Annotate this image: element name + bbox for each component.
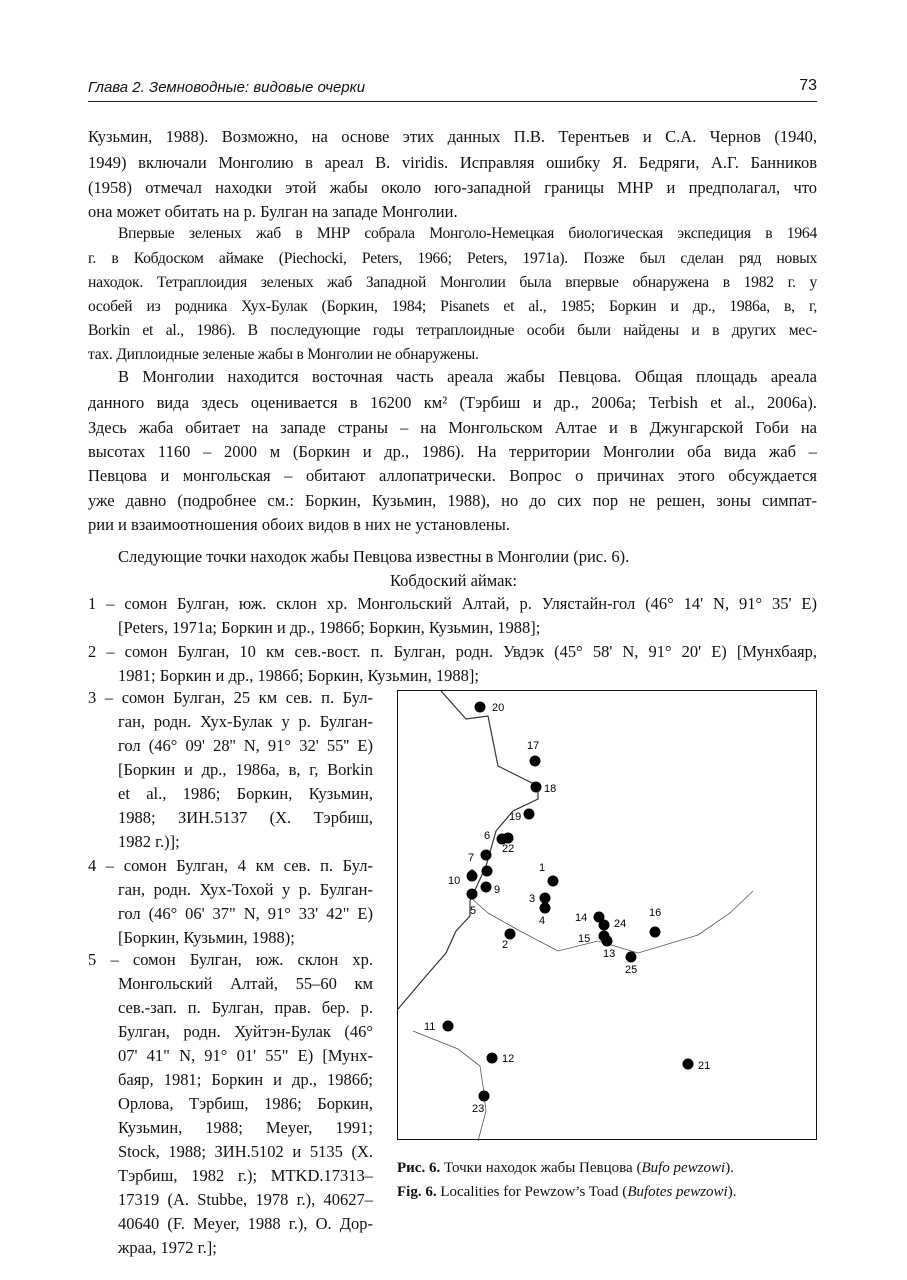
text-line: г. в Кобдоском аймаке (Piechocki, Peters, 1966; Peters, 1971a). Позже был сделан ряд новых bbox=[88, 250, 817, 267]
list-item-line: et al., 1986; Боркин, Кузьмин, bbox=[118, 784, 373, 803]
species-name: Bufotes pewzowi bbox=[627, 1184, 728, 1200]
text-line: тах. Диплоидные зеленые жабы в Монголии не обнаружены. bbox=[88, 346, 479, 363]
locality-label-7: 7 bbox=[468, 852, 475, 864]
list-item-line: Булган, родн. Хуйтэн-Булак (46° bbox=[118, 1022, 373, 1041]
subheading: Кобдоский аймак: bbox=[389, 571, 517, 590]
locality-label-24: 24 bbox=[614, 918, 627, 930]
locality-label-23: 23 bbox=[472, 1103, 485, 1115]
locality-label-22: 22 bbox=[502, 843, 515, 855]
locality-label-15: 15 bbox=[578, 933, 591, 945]
list-item-line: 1988; ЗИН.5137 (Х. Тэрбиш, bbox=[118, 808, 373, 827]
locality-label-5: 5 bbox=[470, 905, 477, 917]
list-item-line: [Боркин, Кузьмин, 1988); bbox=[118, 928, 295, 947]
locality-label-13: 13 bbox=[603, 948, 616, 960]
locality-point-23 bbox=[479, 1091, 490, 1102]
text-line: Впервые зеленых жаб в МНР собрала Монголо-Немецкая биологическая экспедиция в 1964 bbox=[118, 225, 817, 242]
locality-point-11 bbox=[443, 1021, 454, 1032]
caption-text: ). bbox=[725, 1160, 734, 1176]
locality-point-16 bbox=[650, 927, 661, 938]
text-line: высотах 1160 – 2000 м (Боркин и др., 1986). На территории Монголии оба вида жаб – bbox=[88, 442, 817, 461]
locality-point-20 bbox=[475, 702, 486, 713]
list-item-line: ган, родн. Хух-Булак у р. Булган- bbox=[118, 712, 373, 731]
figure-caption-en bbox=[397, 1184, 736, 1201]
locality-point-12 bbox=[487, 1053, 498, 1064]
locality-point-18 bbox=[531, 782, 542, 793]
locality-point-21 bbox=[683, 1059, 694, 1070]
text-line: В Монголии находится восточная часть ареала жабы Певцова. Общая площадь ареала bbox=[118, 367, 817, 386]
locality-label-25: 25 bbox=[625, 964, 638, 976]
locality-point-10 bbox=[467, 871, 478, 882]
locality-label-20: 20 bbox=[492, 702, 505, 714]
locality-label-11: 11 bbox=[424, 1021, 436, 1033]
locality-label-3: 3 bbox=[529, 893, 536, 905]
list-item-line: Тэрбиш, 1982 г.); MTKD.17313– bbox=[118, 1166, 373, 1185]
text-line: Следующие точки находок жабы Певцова известны в Монголии (рис. 6). bbox=[118, 547, 630, 566]
text-line: она может обитать на р. Булган на западе Монголии. bbox=[88, 202, 458, 221]
text-line: особей из родника Хух-Булак (Боркин, 1984; Pisanets et al., 1985; Боркин и др., 1986а, в, г, bbox=[88, 298, 817, 315]
figure-caption-ru bbox=[397, 1160, 734, 1177]
caption-label: Fig. 6. bbox=[397, 1184, 437, 1200]
list-item-line: 2 – сомон Булган, 10 км сев.-вост. п. Булган, родн. Увдэк (45° 58' N, 91° 20' E) [Мунхбаяр, bbox=[88, 642, 817, 661]
text-line: Здесь жаба обитает на западе страны – на Монгольском Алтае и в Джунгарской Гоби на bbox=[88, 418, 817, 437]
locality-label-16: 16 bbox=[649, 907, 662, 919]
locality-label-18: 18 bbox=[544, 783, 557, 795]
list-item-line: сев.-зап. п. Булган, прав. бер. р. bbox=[118, 998, 373, 1017]
list-item-line: гол (46° 09' 28'' N, 91° 32' 55'' E) bbox=[118, 736, 373, 755]
locality-label-6: 6 bbox=[484, 830, 491, 842]
locality-point-17 bbox=[530, 756, 541, 767]
locality-point-8 bbox=[482, 866, 493, 877]
caption-text: ). bbox=[727, 1184, 737, 1200]
text-line: 1949) включали Монголию в ареал B. viridis. Исправляя ошибку Я. Бедряги, А.Г. Банников bbox=[88, 153, 817, 172]
locality-map bbox=[397, 690, 817, 1140]
list-item-line: Stock, 1988; ЗИН.5102 и 5135 (Х. bbox=[118, 1142, 373, 1161]
locality-point-3 bbox=[540, 893, 551, 904]
locality-point-1 bbox=[548, 876, 559, 887]
locality-point-9 bbox=[481, 882, 492, 893]
text-line: (1958) отмечал находки этой жабы около юго-западной границы МНР и предполагал, что bbox=[88, 178, 817, 197]
list-item-line: Кузьмин, 1988; Meyer, 1991; bbox=[118, 1118, 373, 1137]
text-line: уже давно (подробнее см.: Боркин, Кузьмин, 1988), но до сих пор не решен, зоны симпат- bbox=[88, 491, 817, 510]
country-border bbox=[398, 691, 538, 1009]
list-item-line: 17319 (A. Stubbe, 1978 г.), 40627– bbox=[118, 1190, 373, 1209]
text-line: Кузьмин, 1988). Возможно, на основе этих данных П.В. Терентьев и С.А. Чернов (1940, bbox=[88, 127, 817, 146]
chapter-title: Глава 2. Земноводные: видовые очерки bbox=[88, 79, 366, 96]
locality-point-24 bbox=[599, 920, 610, 931]
list-item-line: 1 – сомон Булган, юж. склон хр. Монгольский Алтай, р. Улястайн-гол (46° 14' N, 91° 35' E) bbox=[88, 594, 817, 613]
list-item-line: [Peters, 1971а; Боркин и др., 1986б; Боркин, Кузьмин, 1988]; bbox=[118, 618, 541, 637]
locality-point-5 bbox=[467, 889, 478, 900]
map-canvas bbox=[398, 691, 818, 1141]
locality-label-19: 19 bbox=[509, 811, 522, 823]
list-item-line: 1982 г.)]; bbox=[118, 832, 180, 851]
list-item-line: 4 – сомон Булган, 4 км сев. п. Бул- bbox=[88, 856, 373, 875]
locality-label-17: 17 bbox=[527, 740, 540, 752]
locality-label-10: 10 bbox=[448, 875, 461, 887]
list-item-line: 5 – сомон Булган, юж. склон хр. bbox=[88, 950, 373, 969]
river bbox=[413, 1031, 486, 1141]
locality-label-1: 1 bbox=[539, 862, 546, 874]
text-line: находок. Тетраплоидия зеленых жаб Западной Монголии была впервые обнаружена в 1982 г. у bbox=[88, 274, 817, 291]
list-item-line: 07' 41" N, 91° 01' 55" E) [Мунх- bbox=[118, 1046, 373, 1065]
list-item-line: [Боркин и др., 1986а, в, г, Borkin bbox=[118, 760, 373, 779]
page-number: 73 bbox=[799, 77, 817, 94]
text-line: данного вида здесь оценивается в 16200 км² (Тэрбиш и др., 2006а; Terbish et al., 2006a). bbox=[88, 393, 817, 412]
list-item-line: ган, родн. Хух-Тохой у р. Булган- bbox=[118, 880, 373, 899]
locality-point-22 bbox=[503, 833, 514, 844]
list-item-line: 3 – сомон Булган, 25 км сев. п. Бул- bbox=[88, 688, 373, 707]
locality-label-14: 14 bbox=[575, 912, 588, 924]
locality-label-2: 2 bbox=[502, 939, 509, 951]
list-item-line: гол (46° 06' 37" N, 91° 33' 42" E) bbox=[118, 904, 373, 923]
text-line: Borkin et al., 1986). В последующие годы тетраплоидные особи были найдены и в других мес- bbox=[88, 322, 817, 339]
list-item-line: баяр, 1981; Боркин и др., 1986б; bbox=[118, 1070, 373, 1089]
text-line: Певцова и монгольская – обитают аллопатрически. Вопрос о причинах этого обсуждается bbox=[88, 466, 817, 485]
locality-point-19 bbox=[524, 809, 535, 820]
list-item-line: Монгольский Алтай, 55–60 км bbox=[118, 974, 373, 993]
list-item-line: 40640 (F. Meyer, 1988 г.), О. Дор- bbox=[118, 1214, 373, 1233]
caption-text: Localities for Pewzow’s Toad ( bbox=[436, 1184, 628, 1200]
list-item-line: Орлова, Тэрбиш, 1986; Боркин, bbox=[118, 1094, 373, 1113]
locality-label-21: 21 bbox=[698, 1060, 711, 1072]
locality-point-4 bbox=[540, 903, 551, 914]
text-line: рии и взаимоотношения обоих видов в них не установлены. bbox=[88, 515, 510, 534]
locality-point-7 bbox=[481, 850, 492, 861]
caption-label: Рис. 6. bbox=[397, 1160, 441, 1176]
locality-label-12: 12 bbox=[502, 1053, 515, 1065]
species-name: Bufo pewzowi bbox=[641, 1160, 726, 1176]
locality-label-9: 9 bbox=[494, 884, 501, 896]
list-item-line: 1981; Боркин и др., 1986б; Боркин, Кузьмин, 1988]; bbox=[118, 666, 479, 685]
running-header bbox=[88, 77, 817, 102]
locality-point-15 bbox=[599, 931, 610, 942]
locality-label-4: 4 bbox=[539, 915, 546, 927]
locality-point-25 bbox=[626, 952, 637, 963]
list-item-line: жраа, 1972 г.]; bbox=[118, 1238, 217, 1257]
locality-point-2 bbox=[505, 929, 516, 940]
caption-text: Точки находок жабы Певцова ( bbox=[440, 1160, 642, 1176]
